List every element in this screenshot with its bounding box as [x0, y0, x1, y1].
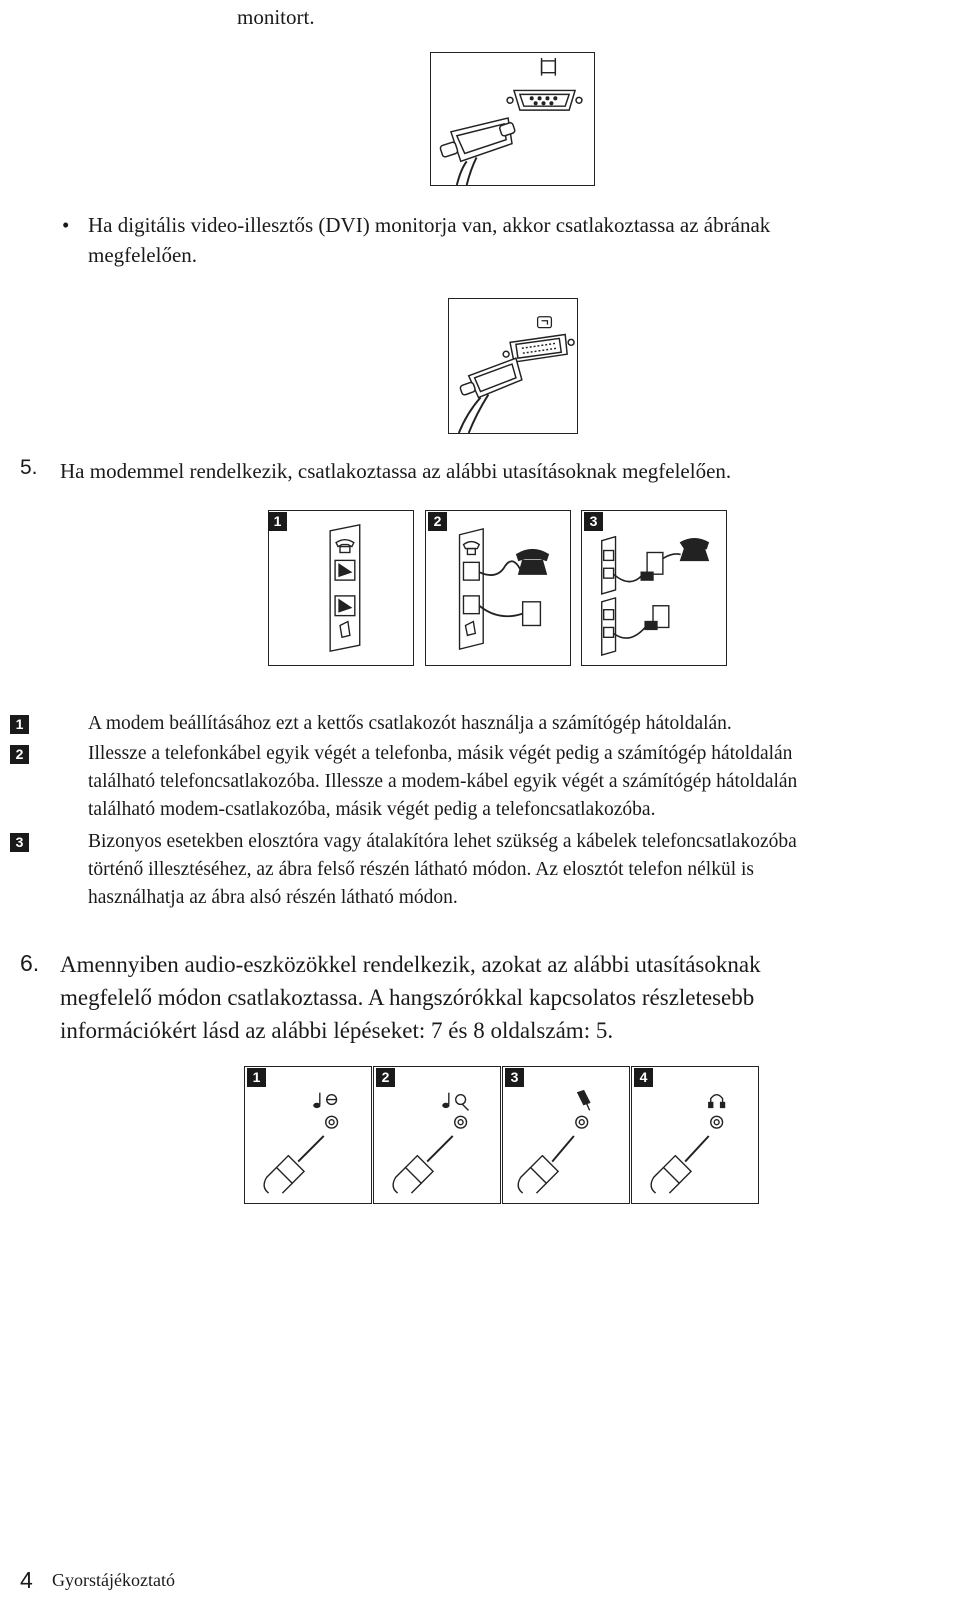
audio-figure-badge-2: 2 [376, 1068, 395, 1087]
note-line: történő illesztéséhez, az ábra felső részén látható módon. Az elosztót telefon nélkül is [88, 859, 755, 880]
modem-cable-illustration [426, 511, 570, 665]
telephone-icon [681, 539, 709, 561]
headphone-jack-illustration [632, 1067, 758, 1203]
modem-figure-3 [581, 510, 727, 666]
vga-plug [440, 118, 516, 185]
dvi-monitor-icon [538, 317, 552, 328]
bullet-text-line: megfelelően. [88, 243, 198, 267]
bullet-marker: • [62, 213, 70, 237]
modem-figure-badge-3: 3 [584, 512, 603, 531]
note-3-text [88, 828, 948, 912]
vga-port [507, 90, 582, 110]
modem-figure-badge-2: 2 [428, 512, 447, 531]
page-number: 4 [20, 1567, 33, 1593]
line-out-jack-illustration [245, 1067, 371, 1203]
dvi-port [503, 334, 574, 362]
note-badge-3: 3 [10, 833, 29, 852]
step-6-line: Amennyiben audio-eszközökkel rendelkezik, azokat az alábbi utasításoknak [60, 952, 761, 977]
modem-figure-1 [268, 510, 414, 666]
note-line: található telefoncsatlakozóba. Illessze a modem-kábel egyik végét a számítógép hátoldalán [88, 771, 798, 792]
note-line: Bizonyos esetekben elosztóra vagy átalakítóra lehet szükség a kábelek telefoncsatlakozóba [88, 831, 797, 852]
step-6-line: információkért lásd az alábbi lépéseket: 7 és 8 oldalszám: 5. [60, 1018, 614, 1043]
bullet-text-line: Ha digitális video-illesztős (DVI) monitorja van, akkor csatlakoztassa az ábrának [88, 213, 771, 237]
bullet-text-dvi [88, 210, 948, 270]
line-in-icon [443, 1093, 469, 1111]
microphone-jack-illustration [503, 1067, 629, 1203]
telephone-icon [336, 540, 354, 553]
vga-connector-illustration [431, 53, 594, 185]
line-in-jack-illustration [374, 1067, 500, 1203]
modem-figure-2 [425, 510, 571, 666]
footer-title: Gyorstájékoztató [52, 1570, 175, 1590]
step-number-6: 6. [20, 950, 40, 976]
vga-connector-figure [430, 52, 595, 186]
audio-figure-badge-3: 3 [505, 1068, 524, 1087]
headphone-icon [709, 1095, 725, 1108]
microphone-icon [578, 1091, 590, 1111]
note-badge-2: 2 [10, 745, 29, 764]
note-line: használhatja az ábra alsó részén látható módon. [88, 887, 458, 908]
note-badge-1: 1 [10, 715, 29, 734]
telephone-icon [463, 542, 479, 555]
note-1-text [88, 710, 948, 738]
vga-monitor-icon [542, 58, 556, 76]
telephone-icon [517, 550, 549, 575]
line-out-icon [314, 1093, 337, 1108]
modem-figure-badge-1: 1 [268, 512, 287, 531]
step-6-line: megfelelő módon csatlakoztassa. A hangszórókkal kapcsolatos részletesebb [60, 985, 755, 1010]
note-line: Illessze a telefonkábel egyik végét a telefonba, másik végét pedig a számítógép hátoldalán [88, 743, 793, 764]
dvi-connector-illustration [449, 299, 577, 433]
step-5-text: Ha modemmel rendelkezik, csatlakoztassa az alábbi utasításoknak megfelelően. [60, 459, 732, 483]
step-6-text [60, 948, 950, 1047]
dvi-plug [459, 358, 522, 433]
step-number-5: 5. [20, 456, 38, 479]
audio-figure-badge-1: 1 [247, 1068, 266, 1087]
audio-figure-badge-4: 4 [634, 1068, 653, 1087]
modem-splitter-illustration [582, 511, 726, 665]
note-line: A modem beállításához ezt a kettős csatlakozót használja a számítógép hátoldalán. [88, 713, 732, 734]
note-2-text [88, 740, 948, 824]
text-line-monitort: monitort. [237, 5, 315, 29]
note-line: található modem-csatlakozóba, másik végét pedig a telefoncsatlakozóba. [88, 799, 656, 820]
dvi-connector-figure [448, 298, 578, 434]
modem-dual-jack-illustration [269, 511, 413, 665]
